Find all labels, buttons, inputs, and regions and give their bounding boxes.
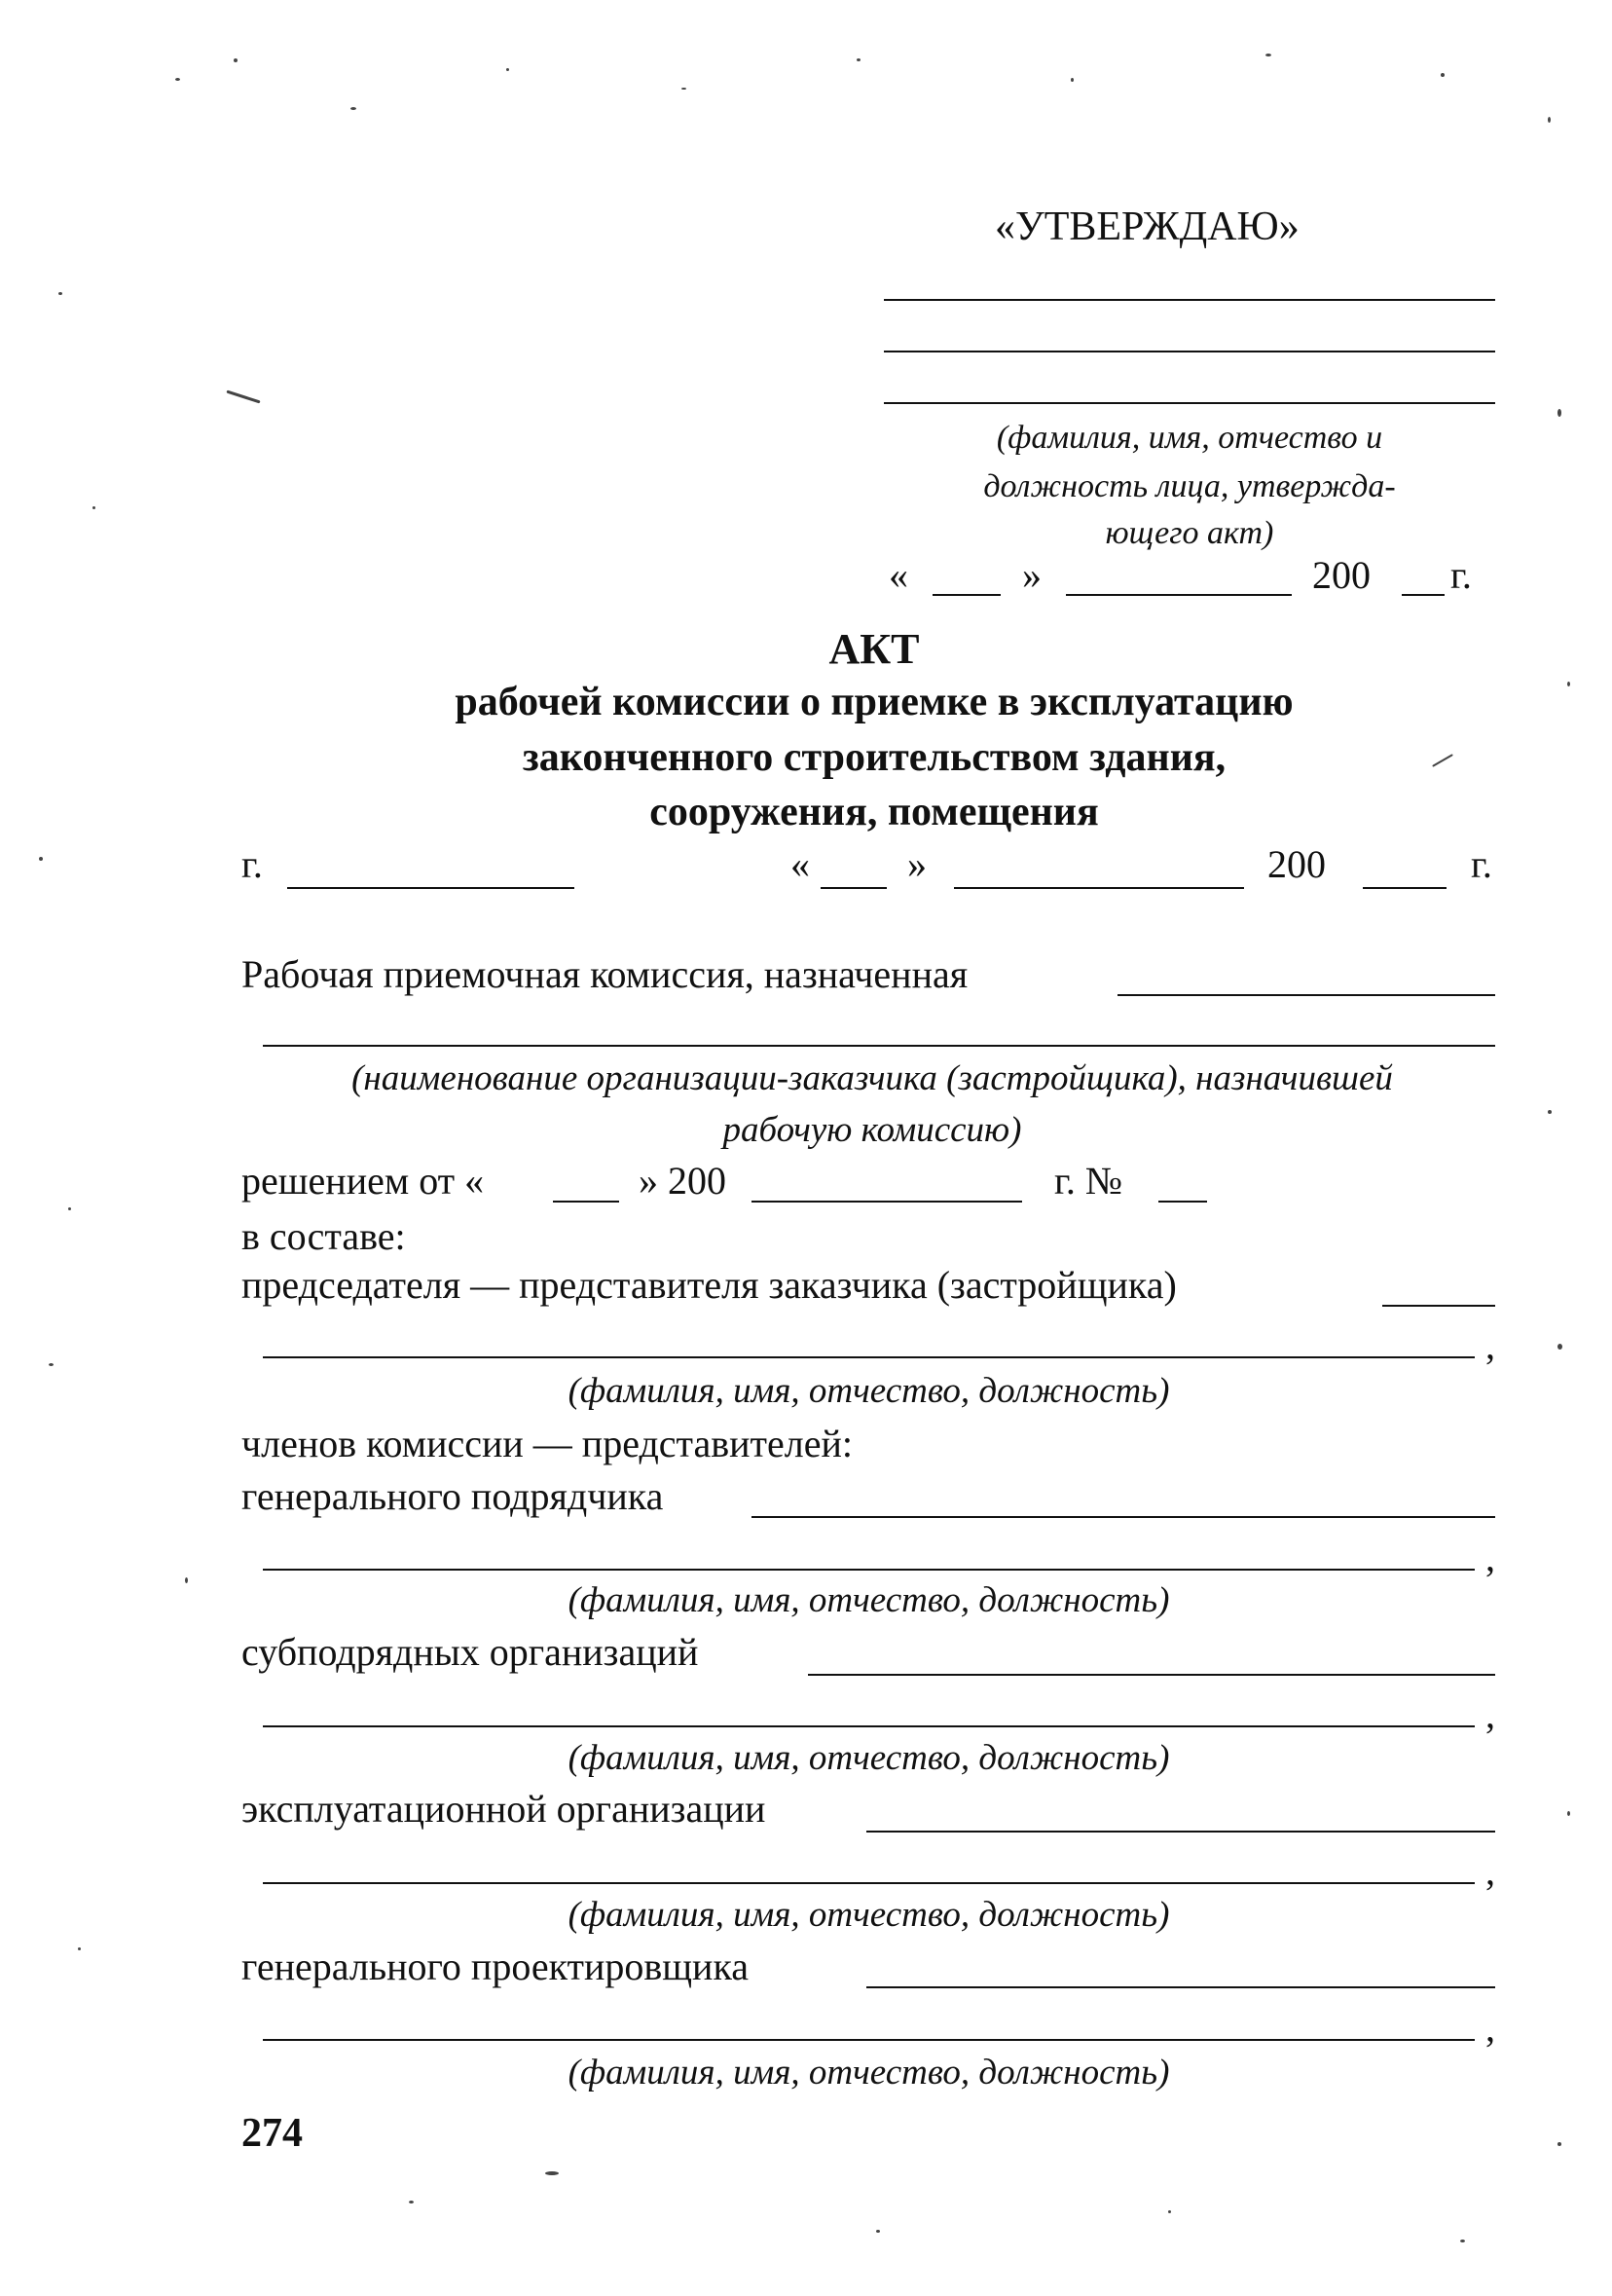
subcontractors-caption: (фамилия, имя, отчество, должность) [568,1738,1170,1778]
decision-suffix: г. № [1054,1159,1123,1203]
act-date-open: « [790,842,810,886]
operating-org-name-field[interactable] [263,1882,1475,1884]
operating-org-caption: (фамилия, имя, отчество, должность) [568,1895,1170,1935]
page-number: 274 [241,2111,303,2156]
subcontractors-label: субподрядных организаций [241,1630,699,1674]
commission-field-2[interactable] [263,1045,1495,1047]
general-contractor-field[interactable] [751,1516,1495,1518]
approval-line-1[interactable] [884,299,1495,301]
decision-prefix: решением от « [241,1159,485,1203]
act-date-suffix: г. [1471,842,1492,886]
approval-date-open: « [889,553,908,597]
composition-label: в составе: [241,1214,406,1258]
act-date-year: 200 [1267,842,1326,886]
org-caption-2: рабочую комиссию) [722,1110,1022,1150]
decision-year: » 200 [639,1159,726,1203]
general-designer-caption: (фамилия, имя, отчество, должность) [568,2053,1170,2092]
document-subtitle-3: сооружения, помещения [649,790,1099,834]
commission-label: Рабочая приемочная комиссия, назначенная [241,952,969,996]
members-label: членов комиссии — представителей: [241,1422,854,1465]
approval-date-year: 200 [1312,553,1371,597]
act-date-day-field[interactable] [821,887,887,889]
approval-date-close: » [1022,553,1042,597]
approval-heading: «УТВЕРЖДАЮ» [995,204,1300,249]
general-designer-field[interactable] [866,1986,1495,1988]
general-contractor-name-field[interactable] [263,1569,1475,1571]
chairman-comma: , [1485,1323,1495,1367]
decision-day-field[interactable] [553,1201,619,1203]
org-caption-1: (наименование организации-заказчика (застройщика), назначившей [351,1058,1393,1098]
city-prefix: г. [241,842,263,886]
approval-date-day-field[interactable] [933,594,1001,596]
approval-date-suffix: г. [1450,553,1472,597]
chairman-name-field[interactable] [263,1356,1475,1358]
chairman-caption: (фамилия, имя, отчество, должность) [568,1371,1170,1411]
approval-line-3[interactable] [884,402,1495,404]
general-contractor-comma: , [1485,1536,1495,1579]
approval-caption-1: (фамилия, имя, отчество и [996,420,1383,456]
approval-line-2[interactable] [884,351,1495,352]
general-contractor-caption: (фамилия, имя, отчество, должность) [568,1580,1170,1620]
city-field[interactable] [287,887,574,889]
document-subtitle-2: законченного строительством здания, [522,735,1227,780]
approval-date-year-field[interactable] [1402,594,1445,596]
act-date-close: » [907,842,927,886]
general-designer-name-field[interactable] [263,2039,1475,2041]
subcontractors-name-field[interactable] [263,1725,1475,1727]
act-date-year-field[interactable] [1363,887,1447,889]
approval-date-month-field[interactable] [1066,594,1292,596]
general-designer-label: генерального проектировщика [241,1944,750,1988]
general-contractor-label: генерального подрядчика [241,1474,664,1518]
general-designer-comma: , [1485,2006,1495,2050]
document-subtitle-1: рабочей комиссии о приемке в эксплуатацию [455,680,1294,724]
approval-caption-3: ющего акт) [1105,515,1274,551]
approval-caption-2: должность лица, утвержда- [983,468,1396,504]
act-date-month-field[interactable] [954,887,1244,889]
decision-month-field[interactable] [751,1201,1022,1203]
document-title: АКТ [828,625,920,673]
chairman-field[interactable] [1382,1305,1495,1307]
subcontractors-comma: , [1485,1692,1495,1736]
operating-org-field[interactable] [866,1831,1495,1833]
subcontractors-field[interactable] [808,1674,1495,1676]
chairman-label: председателя — представителя заказчика (застройщика) [241,1263,1177,1307]
operating-org-label: эксплуатационной организации [241,1787,766,1831]
decision-number-field[interactable] [1158,1201,1207,1203]
commission-field[interactable] [1117,994,1495,996]
operating-org-comma: , [1485,1849,1495,1893]
